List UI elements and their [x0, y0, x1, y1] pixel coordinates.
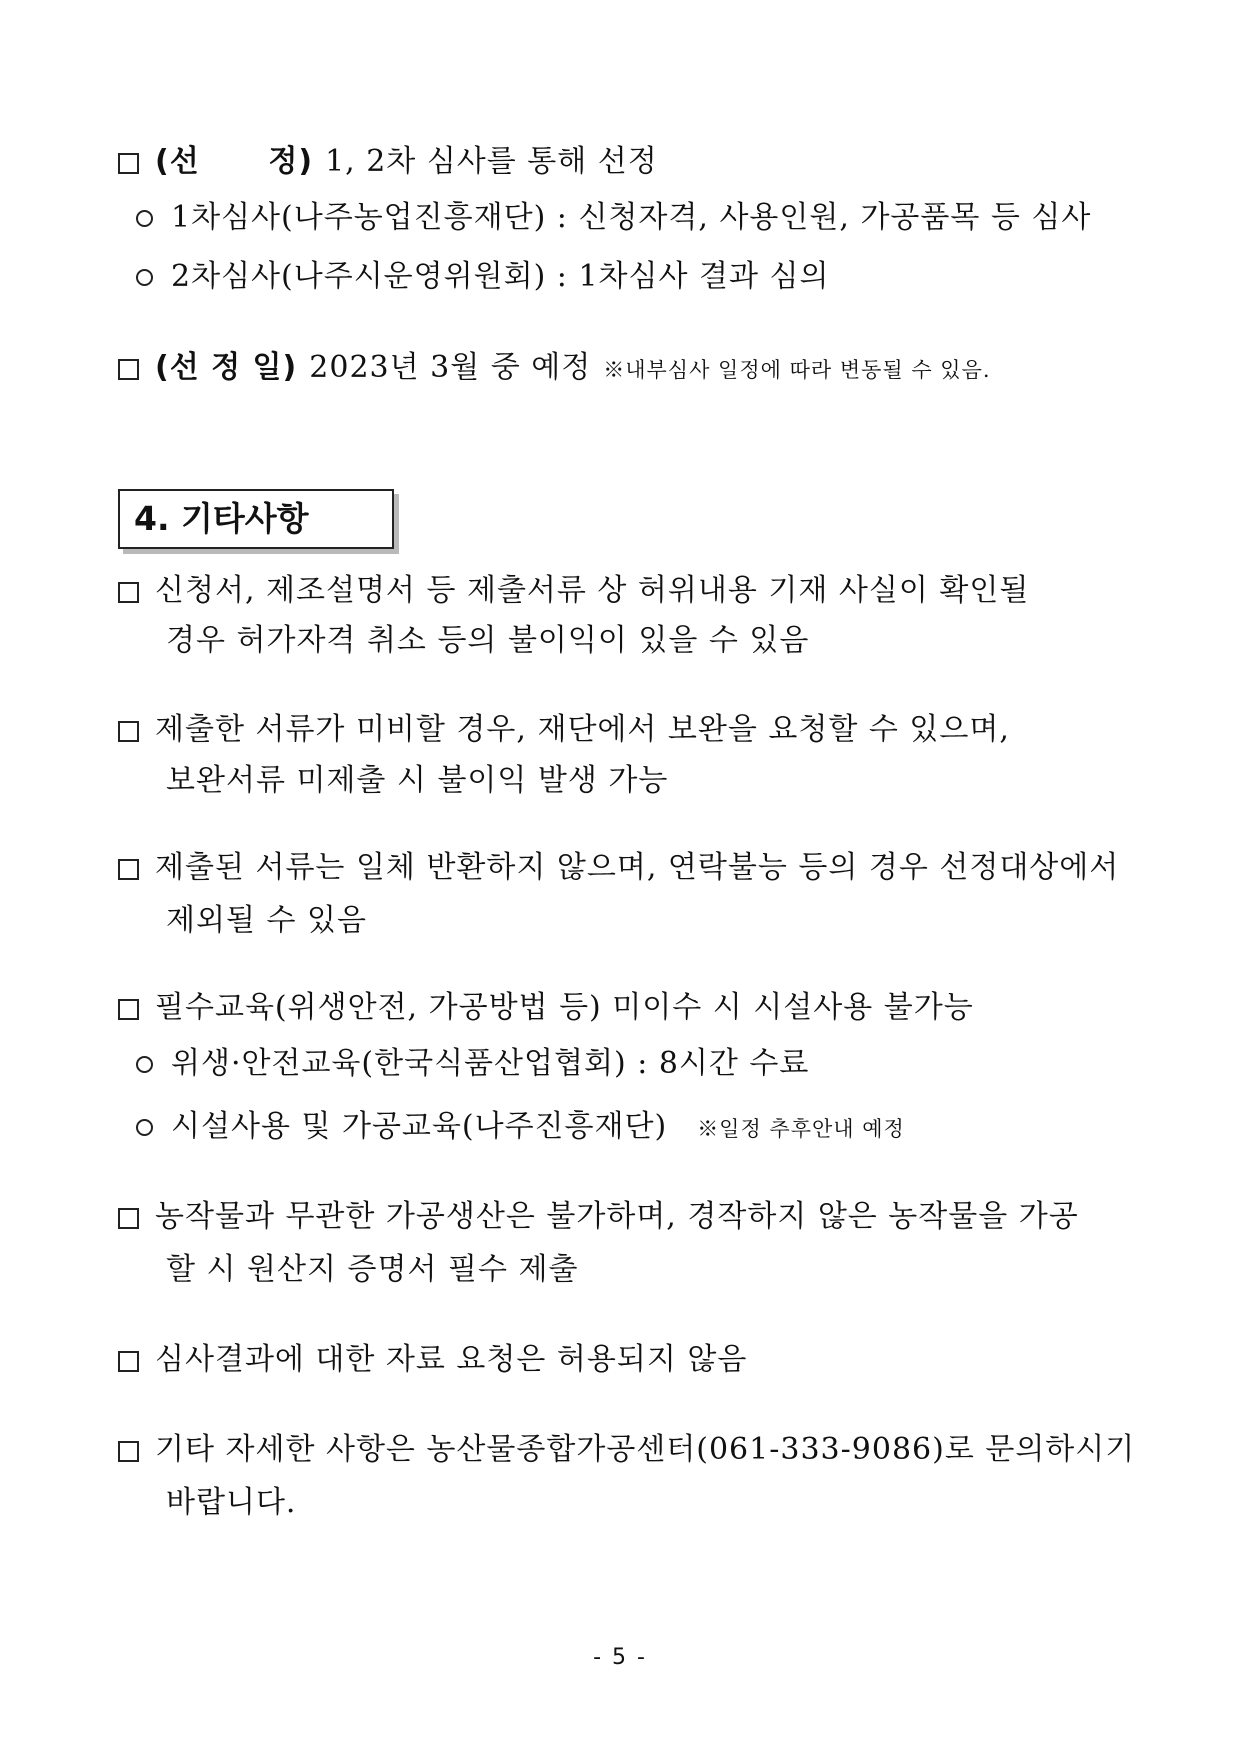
bullet-circle-icon: [136, 1056, 153, 1073]
checkbox-icon: [118, 721, 139, 742]
note-text: 제출한 서류가 미비할 경우, 재단에서 보완을 요청할 수 있으며,: [155, 712, 1010, 747]
selection-item-text: 2차심사(나주시운영위원회) : 1차심사 결과 심의: [171, 259, 830, 294]
note-3-continued: 제외될 수 있음: [166, 903, 367, 938]
selection-date-heading: [118, 348, 991, 390]
bullet-circle-icon: [136, 1119, 153, 1136]
page-number: - 5 -: [593, 1645, 647, 1670]
note-6: [118, 1340, 747, 1380]
education-item-text: 시설사용 및 가공교육(나주진흥재단): [171, 1109, 668, 1144]
note-2-continued: 보완서류 미제출 시 불이익 발생 가능: [166, 763, 669, 798]
selection-date-text: 2023년 3월 중 예정: [309, 350, 592, 385]
checkbox-icon: [118, 582, 139, 603]
education-item-text: 위생·안전교육(한국식품산업협회) : 8시간 수료: [171, 1046, 810, 1081]
note-7-continued: 바랍니다.: [166, 1485, 297, 1520]
note-3: [118, 848, 1119, 888]
education-item-2: [136, 1107, 905, 1149]
note-1-continued: 경우 허가자격 취소 등의 불이익이 있을 수 있음: [166, 623, 810, 658]
checkbox-icon: [118, 1441, 139, 1462]
selection-text: 1, 2차 심사를 통해 선정: [325, 144, 658, 179]
note-text: 제출된 서류는 일체 반환하지 않으며, 연락불능 등의 경우 선정대상에서: [155, 850, 1120, 885]
selection-item-2: [136, 257, 829, 297]
note-text: 필수교육(위생안전, 가공방법 등) 미이수 시 시설사용 불가능: [155, 990, 974, 1025]
note-text: 신청서, 제조설명서 등 제출서류 상 허위내용 기재 사실이 확인될: [155, 573, 1030, 608]
note-4: [118, 988, 974, 1028]
note-text: 기타 자세한 사항은 농산물종합가공센터(061-333-9086)로 문의하시기: [155, 1432, 1136, 1467]
selection-heading: [118, 142, 658, 182]
section-title: 4. 기타사항: [134, 499, 309, 538]
note-5: [118, 1197, 1079, 1237]
checkbox-icon: [118, 999, 139, 1020]
education-item-note: ※일정 추후안내 예정: [697, 1117, 905, 1141]
note-5-continued: 할 시 원산지 증명서 필수 제출: [166, 1252, 579, 1287]
selection-item-1: [136, 198, 1091, 238]
checkbox-icon: [118, 359, 139, 380]
selection-date-note: ※내부심사 일정에 따라 변동될 수 있음.: [603, 358, 991, 382]
checkbox-icon: [118, 1208, 139, 1229]
note-7: [118, 1430, 1135, 1470]
checkbox-icon: [118, 1351, 139, 1372]
section-header-box: [118, 489, 394, 549]
note-1: [118, 571, 1029, 611]
education-item-1: [136, 1044, 809, 1084]
bullet-circle-icon: [136, 210, 153, 227]
note-2: [118, 710, 1010, 750]
note-text: 농작물과 무관한 가공생산은 불가하며, 경작하지 않은 농작물을 가공: [155, 1199, 1079, 1234]
note-text: 심사결과에 대한 자료 요청은 허용되지 않음: [155, 1342, 748, 1377]
selection-label: (선 정): [155, 144, 314, 179]
selection-item-text: 1차심사(나주농업진흥재단) : 신청자격, 사용인원, 가공품목 등 심사: [171, 200, 1092, 235]
selection-date-label: (선 정 일): [155, 350, 298, 385]
bullet-circle-icon: [136, 269, 153, 286]
checkbox-icon: [118, 859, 139, 880]
checkbox-icon: [118, 153, 139, 174]
